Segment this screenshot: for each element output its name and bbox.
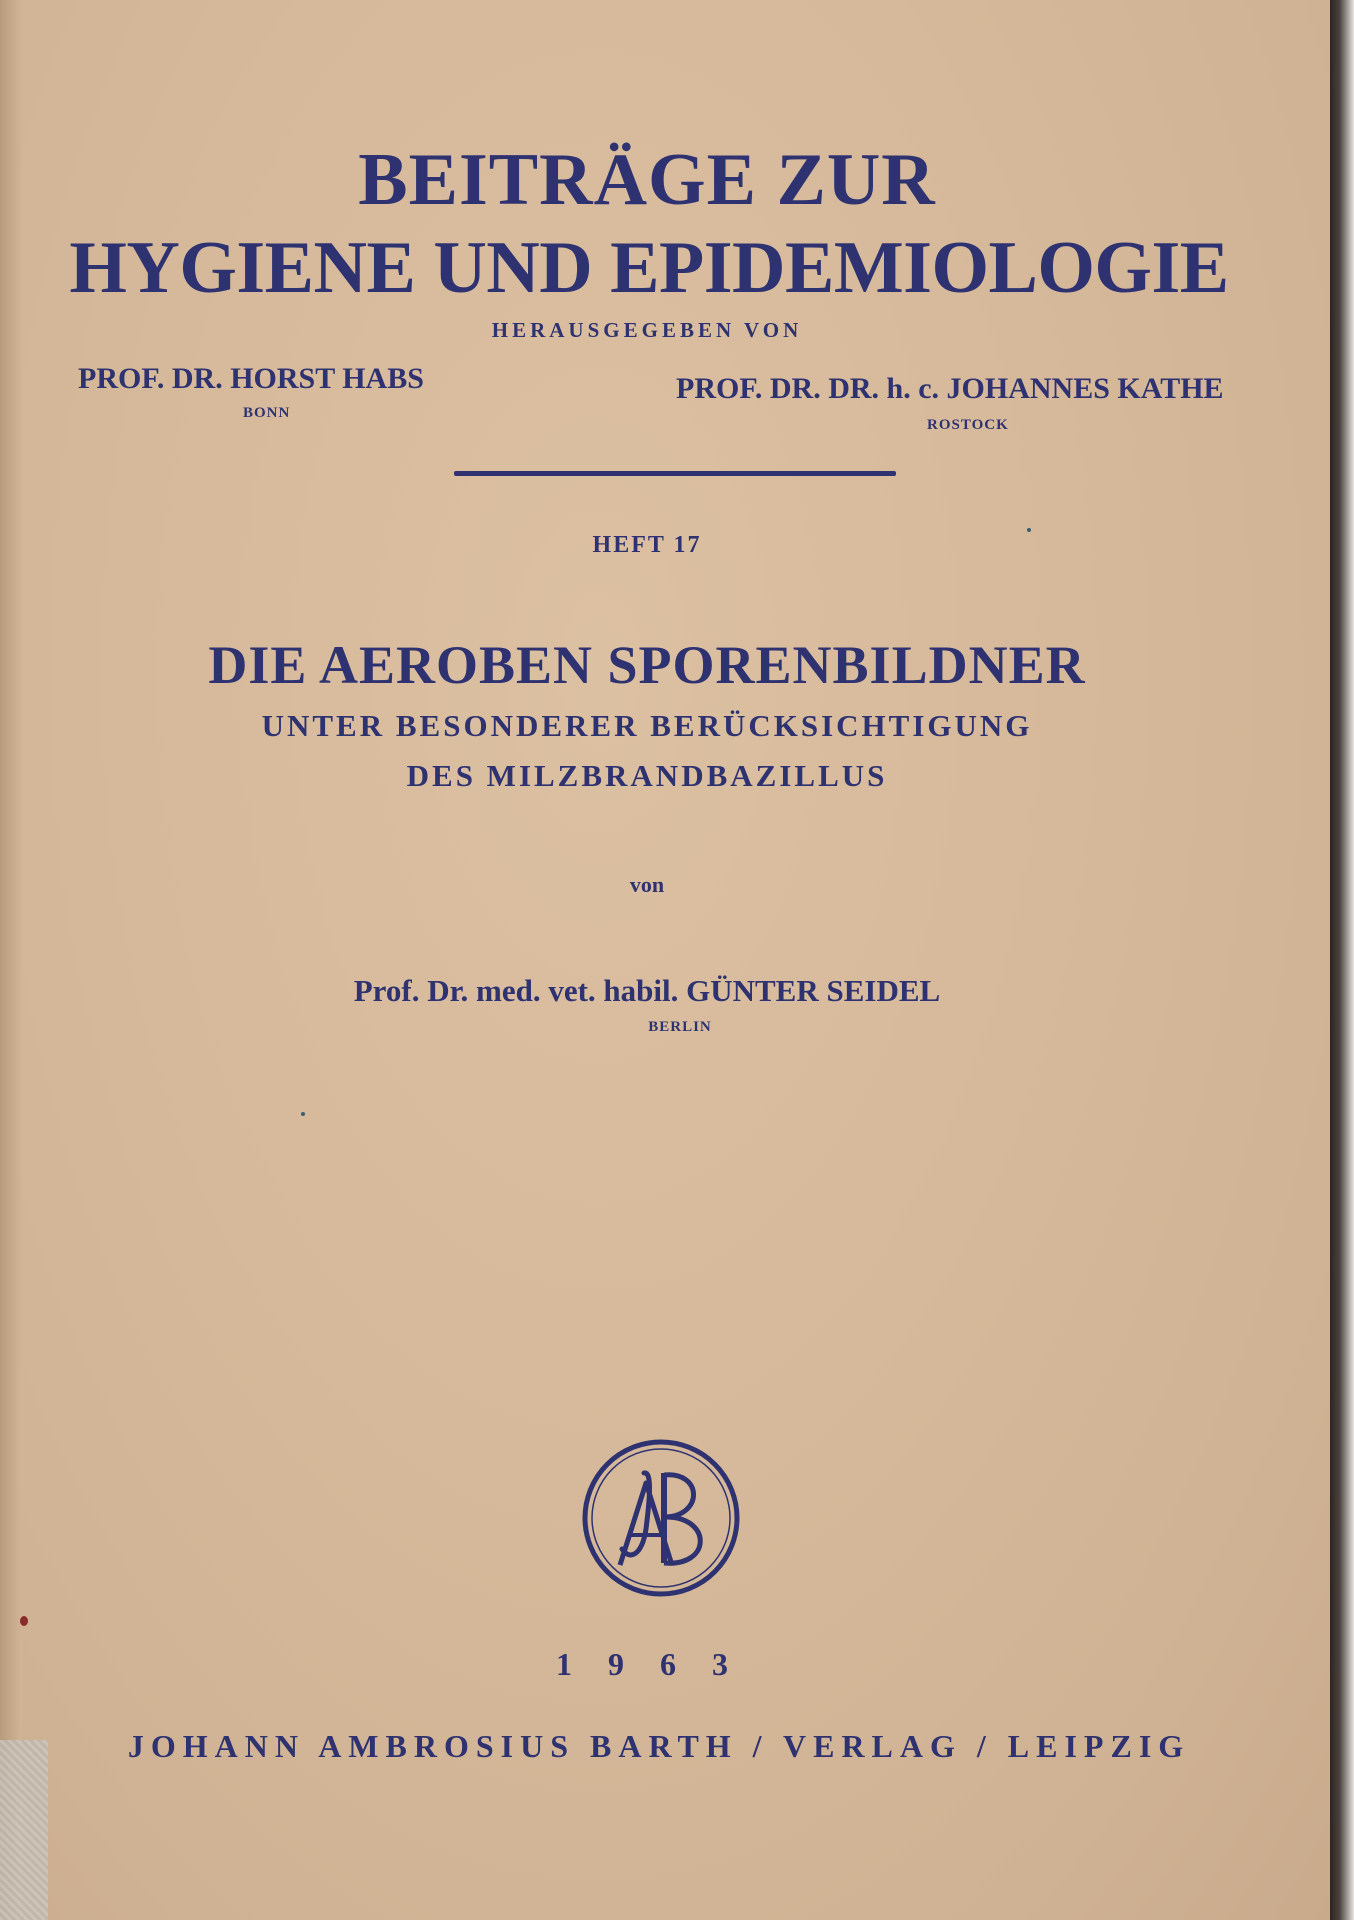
author-city: BERLIN: [648, 1019, 712, 1035]
editor-1-name: PROF. DR. HORST HABS: [78, 362, 424, 395]
series-title-line-1: BEITRÄGE ZUR: [358, 139, 936, 221]
divider-rule: [454, 471, 896, 476]
series-title-line-2: HYGIENE UND EPIDEMIOLOGIE: [69, 227, 1229, 309]
work-subtitle-line-1: UNTER BESONDERER BERÜCKSICHTIGUNG: [261, 708, 1033, 743]
library-tape-patch: [0, 1740, 48, 1920]
publisher-line: JOHANN AMBROSIUS BARTH / VERLAG / LEIPZIG: [127, 1728, 1191, 1764]
publication-year: 1963: [556, 1646, 764, 1682]
paper-speck: [301, 1112, 305, 1116]
by-label: von: [629, 872, 665, 897]
work-title: DIE AEROBEN SPORENBILDNER: [208, 635, 1086, 695]
author-name: Prof. Dr. med. vet. habil. GÜNTER SEIDEL: [353, 973, 941, 1008]
paper-speck: [1027, 528, 1031, 532]
page-edge-shadow: [1330, 0, 1354, 1920]
work-subtitle-line-2: DES MILZBRANDBAZILLUS: [406, 758, 888, 793]
editor-1-city: BONN: [243, 405, 291, 421]
issue-number: HEFT 17: [592, 532, 702, 558]
paper-speck: [20, 1616, 28, 1626]
edited-by-label: HERAUSGEGEBEN VON: [491, 318, 803, 342]
publisher-monogram-icon: [580, 1437, 742, 1599]
editor-2-city: ROSTOCK: [927, 417, 1009, 433]
editor-2-name: PROF. DR. DR. h. c. JOHANNES KATHE: [676, 372, 1224, 405]
